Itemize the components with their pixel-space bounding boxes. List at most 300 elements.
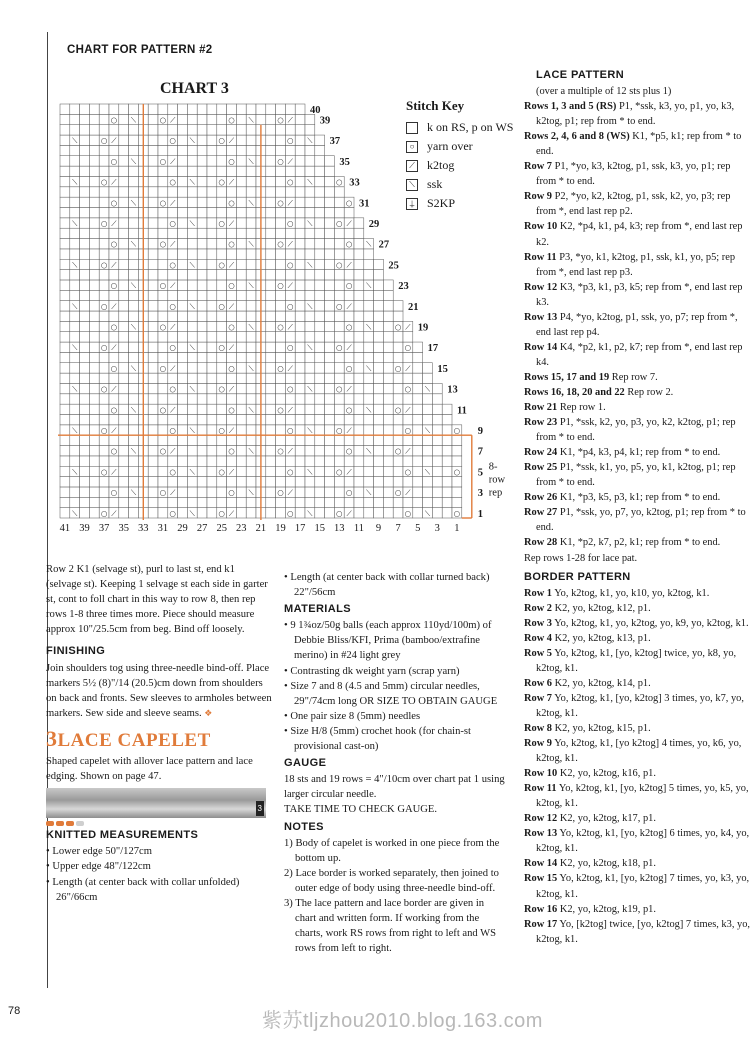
k2tog-icon: ⟋ bbox=[287, 239, 293, 249]
chart-cell bbox=[364, 394, 374, 404]
chart-cell bbox=[80, 125, 90, 135]
chart-cell bbox=[80, 508, 90, 518]
chart-cell bbox=[187, 156, 197, 166]
chart-cell bbox=[89, 477, 99, 487]
ssk-icon: ⟍ bbox=[189, 260, 195, 270]
border-rows bbox=[524, 586, 750, 947]
row-number-label: 25 bbox=[388, 260, 399, 272]
chart-cell bbox=[207, 176, 217, 186]
chart-cell bbox=[89, 497, 99, 507]
chart-cell bbox=[80, 487, 90, 497]
chart-cell bbox=[89, 342, 99, 352]
chart-cell bbox=[168, 352, 178, 362]
k2tog-icon: ⟋ bbox=[228, 384, 235, 394]
chart-cell bbox=[432, 497, 442, 507]
chart-cell bbox=[295, 239, 305, 249]
chart-cell bbox=[236, 311, 246, 321]
chart-cell bbox=[246, 425, 256, 435]
chart-cell bbox=[236, 259, 246, 269]
chart-cell bbox=[246, 394, 256, 404]
chart-cell bbox=[178, 466, 188, 476]
k2tog-icon: ⟋ bbox=[287, 198, 293, 208]
chart-cell bbox=[285, 497, 295, 507]
chart-cell bbox=[80, 156, 90, 166]
instruction-row: Row 9 P2, *yo, k2, k2tog, p1, ssk, k2, yo, p3; rep from *, end last rep p2. bbox=[524, 191, 731, 218]
instruction-row: Row 10 K2, yo, k2tog, k16, p1. bbox=[524, 768, 656, 780]
chart-cell bbox=[207, 280, 217, 290]
ssk-icon: ⟍ bbox=[130, 281, 137, 291]
ssk-icon: ⟍ bbox=[189, 467, 195, 477]
material-item: • 9 1¾oz/50g balls (each approx 110yd/100m) of Debbie Bliss/KFI, Prima (bamboo/extrafine merino) in #24 light grey bbox=[284, 620, 492, 662]
chart-cell bbox=[393, 497, 403, 507]
chart-cell bbox=[285, 145, 295, 155]
chart-cell bbox=[305, 321, 315, 331]
column-number-label: 27 bbox=[196, 523, 208, 534]
chart-cell bbox=[158, 145, 168, 155]
chart-cell bbox=[305, 290, 315, 300]
chart-cell bbox=[217, 270, 227, 280]
chart-cell bbox=[168, 208, 178, 218]
chart-cell bbox=[197, 508, 207, 518]
row-number-label: 39 bbox=[319, 115, 331, 127]
chart-cell bbox=[89, 290, 99, 300]
chart-cell bbox=[60, 290, 70, 300]
chart-cell bbox=[99, 487, 109, 497]
chart-cell bbox=[325, 301, 335, 311]
k2tog-icon: ⟋ bbox=[287, 281, 293, 291]
chart-cell bbox=[295, 187, 305, 197]
chart-cell bbox=[89, 218, 99, 228]
yarn-over-icon: ○ bbox=[169, 384, 176, 394]
chart-cell bbox=[276, 135, 286, 145]
chart-cell bbox=[178, 321, 188, 331]
chart-cell bbox=[207, 456, 217, 466]
chart-cell bbox=[178, 145, 188, 155]
chart-cell bbox=[148, 394, 158, 404]
chart-cell bbox=[383, 352, 393, 362]
chart-cell bbox=[364, 352, 374, 362]
chart-cell bbox=[60, 435, 70, 445]
k2tog-icon: ⟋ bbox=[228, 136, 235, 146]
lace-pattern-heading: LACE PATTERN bbox=[536, 69, 625, 81]
k2tog-icon: ⟋ bbox=[346, 219, 352, 228]
chart-cell bbox=[364, 301, 374, 311]
chart-cell bbox=[80, 497, 90, 507]
k2tog-icon: ⟋ bbox=[287, 156, 293, 166]
chart-cell bbox=[99, 187, 109, 197]
chart-cell bbox=[187, 321, 197, 331]
yarn-over-icon: ○ bbox=[345, 198, 353, 208]
chart-cell bbox=[129, 373, 139, 383]
chart-cell bbox=[60, 104, 70, 114]
ssk-icon: ⟍ bbox=[72, 343, 78, 353]
chart-cell bbox=[60, 249, 70, 259]
chart-cell bbox=[354, 301, 364, 311]
chart-cell bbox=[80, 228, 90, 238]
chart-cell bbox=[266, 497, 276, 507]
chart-cell bbox=[187, 208, 197, 218]
chart-cell bbox=[158, 135, 168, 145]
chart-cell bbox=[197, 394, 207, 404]
chart-cell bbox=[325, 383, 335, 393]
chart-cell bbox=[148, 145, 158, 155]
chart-cell bbox=[383, 435, 393, 445]
chart-cell bbox=[119, 125, 129, 135]
chart-cell bbox=[305, 166, 315, 176]
chart-cell bbox=[432, 508, 442, 518]
chart-cell bbox=[393, 373, 403, 383]
chart-cell bbox=[295, 456, 305, 466]
chart-cell bbox=[315, 456, 325, 466]
chart-cell bbox=[148, 197, 158, 207]
chart-cell bbox=[266, 197, 276, 207]
chart-cell bbox=[374, 446, 384, 456]
chart-cell bbox=[89, 363, 99, 373]
instruction-row: Row 3 Yo, k2tog, k1, yo, k2tog, yo, k9, yo, k2tog, k1. bbox=[524, 617, 749, 629]
chart-cell bbox=[246, 415, 256, 425]
chart-cell bbox=[197, 456, 207, 466]
chart-cell bbox=[207, 301, 217, 311]
chart-cell bbox=[99, 290, 109, 300]
chart-cell bbox=[285, 394, 295, 404]
chart-cell bbox=[315, 208, 325, 218]
chart-cell bbox=[217, 497, 227, 507]
chart-cell bbox=[266, 363, 276, 373]
yarn-over-icon: ○ bbox=[277, 156, 284, 166]
chart-cell bbox=[383, 456, 393, 466]
yarn-over-icon: ○ bbox=[228, 115, 235, 125]
chart-cell bbox=[227, 435, 237, 445]
chart-cell bbox=[197, 228, 207, 238]
chart-cell bbox=[285, 435, 295, 445]
chart-cell bbox=[178, 125, 188, 135]
instruction-row: Rows 15, 17 and 19 Rep row 7. bbox=[524, 371, 658, 383]
chart-cell bbox=[158, 311, 168, 321]
chart-cell bbox=[70, 290, 80, 300]
chart-cell bbox=[236, 145, 246, 155]
chart-cell bbox=[266, 435, 276, 445]
chart-cell bbox=[148, 218, 158, 228]
chart-cell bbox=[325, 352, 335, 362]
chart-cell bbox=[276, 508, 286, 518]
chart-cell bbox=[305, 228, 315, 238]
k2tog-icon: ⟋ bbox=[405, 405, 411, 415]
chart-cell bbox=[148, 259, 158, 269]
chart-cell bbox=[236, 363, 246, 373]
chart-cell bbox=[109, 415, 119, 425]
chart-cell bbox=[276, 425, 286, 435]
chart-cell bbox=[325, 497, 335, 507]
row-number-label: 3 bbox=[477, 488, 484, 500]
chart-cell bbox=[70, 187, 80, 197]
chart-cell bbox=[109, 125, 119, 135]
chart-cell bbox=[60, 352, 70, 362]
chart-cell bbox=[236, 466, 246, 476]
k2tog-icon: ⟋ bbox=[346, 508, 352, 518]
chart-cell bbox=[158, 415, 168, 425]
ssk-icon: ⟍ bbox=[424, 426, 431, 435]
yarn-over-icon: ○ bbox=[345, 405, 353, 415]
chart-cell bbox=[305, 332, 315, 342]
instruction-row: Rows 2, 4, 6 and 8 (WS) K1, *p5, k1; rep from * to end. bbox=[524, 131, 742, 158]
chart-cell bbox=[266, 342, 276, 352]
chart-cell bbox=[89, 270, 99, 280]
chart-cell bbox=[266, 321, 276, 331]
chart-cell bbox=[158, 208, 168, 218]
chart-cell bbox=[354, 259, 364, 269]
chart-cell bbox=[99, 104, 109, 114]
chart-cell bbox=[334, 363, 344, 373]
chart-cell bbox=[246, 166, 256, 176]
chart-cell bbox=[197, 290, 207, 300]
yarn-over-icon: ○ bbox=[218, 343, 225, 353]
yarn-over-icon: ○ bbox=[336, 177, 343, 187]
chart-cell bbox=[452, 456, 462, 466]
chart-cell bbox=[236, 487, 246, 497]
chart-cell bbox=[217, 145, 227, 155]
chart-cell bbox=[148, 301, 158, 311]
chart-cell bbox=[109, 208, 119, 218]
chart-cell bbox=[374, 290, 384, 300]
chart-cell bbox=[403, 352, 413, 362]
chart-cell bbox=[89, 187, 99, 197]
chart-cell bbox=[305, 373, 315, 383]
chart-cell bbox=[197, 270, 207, 280]
chart-cell bbox=[266, 415, 276, 425]
chart-cell bbox=[129, 477, 139, 487]
yarn-over-icon: ○ bbox=[287, 219, 294, 228]
chart-cell bbox=[315, 156, 325, 166]
chart-cell bbox=[158, 435, 168, 445]
border-pattern-heading: BORDER PATTERN bbox=[524, 570, 631, 583]
chart-cell bbox=[99, 145, 109, 155]
chart-cell bbox=[168, 311, 178, 321]
chart-cell bbox=[325, 270, 335, 280]
chart-cell bbox=[344, 373, 354, 383]
chart-cell bbox=[99, 352, 109, 362]
chart-cell bbox=[80, 259, 90, 269]
chart-cell bbox=[236, 166, 246, 176]
measurement-item: • Upper edge 48"/122cm bbox=[46, 861, 151, 873]
chart-cell bbox=[119, 477, 129, 487]
yarn-over-icon: ○ bbox=[100, 426, 108, 435]
yarn-over-icon: ○ bbox=[287, 508, 294, 518]
chart-cell bbox=[285, 104, 295, 114]
chart-cell bbox=[158, 352, 168, 362]
chart-cell bbox=[207, 311, 217, 321]
chart-cell bbox=[119, 425, 129, 435]
chart-cell bbox=[109, 249, 119, 259]
k2tog-icon: ⟋ bbox=[170, 322, 176, 332]
ssk-icon: ⟍ bbox=[130, 488, 137, 498]
chart-cell bbox=[217, 321, 227, 331]
chart-cell bbox=[236, 135, 246, 145]
chart-cell bbox=[236, 218, 246, 228]
chart-cell bbox=[197, 145, 207, 155]
chart-cell bbox=[119, 415, 129, 425]
chart-cell bbox=[432, 477, 442, 487]
row-number-label: 9 bbox=[477, 426, 484, 438]
chart-cell bbox=[334, 249, 344, 259]
chart-cell bbox=[315, 446, 325, 456]
chart-cell bbox=[383, 342, 393, 352]
chart-cell bbox=[334, 311, 344, 321]
chart-cell bbox=[148, 208, 158, 218]
chart-cell bbox=[315, 197, 325, 207]
chart-cell bbox=[178, 208, 188, 218]
key-row-ssk bbox=[406, 175, 513, 194]
k2tog-icon: ⟋ bbox=[346, 426, 352, 435]
chart-cell bbox=[413, 373, 423, 383]
chart-cell bbox=[374, 425, 384, 435]
yarn-over-icon: ○ bbox=[110, 405, 118, 415]
chart-cell bbox=[285, 373, 295, 383]
chart-cell bbox=[119, 301, 129, 311]
chart-cell bbox=[423, 363, 433, 373]
chart-cell bbox=[109, 166, 119, 176]
ssk-icon: ⟍ bbox=[72, 301, 78, 311]
row-number-label: 29 bbox=[368, 219, 380, 231]
chart-cell bbox=[432, 466, 442, 476]
yarn-over-icon: ○ bbox=[404, 508, 412, 518]
chart-cell bbox=[187, 290, 197, 300]
chart-cell bbox=[246, 342, 256, 352]
chart-cell bbox=[89, 383, 99, 393]
chart-cell bbox=[344, 415, 354, 425]
yarn-over-icon: ○ bbox=[169, 508, 176, 518]
chart-cell bbox=[70, 166, 80, 176]
chart-cell bbox=[413, 425, 423, 435]
chart-cell bbox=[364, 435, 374, 445]
chart-cell bbox=[129, 383, 139, 393]
chart-cell bbox=[227, 270, 237, 280]
chart-cell bbox=[305, 352, 315, 362]
chart-cell bbox=[393, 394, 403, 404]
chart-cell bbox=[325, 415, 335, 425]
chart-cell bbox=[295, 228, 305, 238]
chart-cell bbox=[129, 228, 139, 238]
ssk-icon: ⟍ bbox=[248, 405, 254, 415]
row-number-label: 37 bbox=[329, 136, 341, 148]
chart-cell bbox=[70, 114, 80, 124]
chart-cell bbox=[80, 270, 90, 280]
chart-cell bbox=[305, 415, 315, 425]
chart-cell bbox=[393, 508, 403, 518]
column-number-label: 7 bbox=[395, 523, 401, 534]
chart-cell bbox=[325, 290, 335, 300]
k2tog-icon: ⟋ bbox=[287, 405, 293, 415]
ssk-icon: ⟍ bbox=[307, 177, 313, 187]
chart-cell bbox=[217, 114, 227, 124]
chart-cell bbox=[413, 342, 423, 352]
chart-cell bbox=[217, 394, 227, 404]
chart-cell bbox=[325, 425, 335, 435]
chart-cell bbox=[325, 166, 335, 176]
chart-cell bbox=[383, 425, 393, 435]
chart-cell bbox=[207, 415, 217, 425]
chart-cell bbox=[178, 477, 188, 487]
chart-cell bbox=[266, 404, 276, 414]
chart-cell bbox=[285, 228, 295, 238]
k2tog-icon: ⟋ bbox=[405, 363, 411, 373]
chart-cell bbox=[158, 187, 168, 197]
chart-cell bbox=[109, 352, 119, 362]
chart-cell bbox=[178, 104, 188, 114]
chart-cell bbox=[315, 145, 325, 155]
chart-cell bbox=[109, 435, 119, 445]
chart-cell bbox=[197, 435, 207, 445]
key-row-s2kp bbox=[406, 194, 513, 213]
chart-cell bbox=[119, 435, 129, 445]
chart-cell bbox=[89, 321, 99, 331]
chart-cell bbox=[119, 321, 129, 331]
chart-cell bbox=[187, 270, 197, 280]
chart-cell bbox=[227, 145, 237, 155]
chart-cell bbox=[374, 383, 384, 393]
yarn-over-icon: ○ bbox=[336, 508, 343, 518]
chart-cell bbox=[285, 332, 295, 342]
chart-cell bbox=[266, 301, 276, 311]
chart-cell bbox=[393, 456, 403, 466]
chart-cell bbox=[374, 497, 384, 507]
chart-cell bbox=[354, 290, 364, 300]
chart-cell bbox=[187, 228, 197, 238]
chart-cell bbox=[413, 456, 423, 466]
instruction-row: Row 14 K2, yo, k2tog, k18, p1. bbox=[524, 858, 656, 870]
chart-cell bbox=[266, 487, 276, 497]
chart-cell bbox=[334, 373, 344, 383]
instruction-row: Row 27 P1, *ssk, yo, p7, yo, k2tog, p1; rep from * to end. bbox=[524, 507, 746, 534]
chart-cell bbox=[266, 425, 276, 435]
chart-cell bbox=[197, 497, 207, 507]
chart-cell bbox=[197, 104, 207, 114]
chart-cell bbox=[413, 394, 423, 404]
chart-cell bbox=[256, 104, 266, 114]
instruction-row: Rep rows 1-28 for lace pat. bbox=[524, 552, 638, 564]
chart-cell bbox=[70, 208, 80, 218]
ssk-icon: ⟍ bbox=[424, 384, 431, 394]
k2tog-icon: ⟋ bbox=[228, 467, 235, 477]
note-item: 3) The lace pattern and lace border are given in chart and written form. If working from the charts, work RS rows from right to left and WS rows from left to right. bbox=[284, 897, 497, 955]
chart-cell bbox=[295, 259, 305, 269]
chart-cell bbox=[246, 435, 256, 445]
yarn-over-icon: ○ bbox=[218, 219, 225, 228]
yarn-over-icon: ○ bbox=[277, 446, 284, 456]
yarn-over-icon: ○ bbox=[110, 239, 118, 249]
instruction-row: Row 21 Rep row 1. bbox=[524, 402, 606, 414]
instruction-row: Row 13 Yo, k2tog, k1, [yo, k2tog] 6 times, yo, k4, yo, k2tog, k1. bbox=[524, 828, 750, 855]
chart-cell bbox=[197, 373, 207, 383]
chart-cell bbox=[295, 508, 305, 518]
chart-cell bbox=[354, 311, 364, 321]
chart-cell bbox=[148, 497, 158, 507]
chart-cell bbox=[217, 197, 227, 207]
chart-cell bbox=[236, 290, 246, 300]
chart-cell bbox=[452, 497, 462, 507]
chart-cell bbox=[217, 228, 227, 238]
k2tog-icon: ⟋ bbox=[170, 446, 176, 456]
chart-cell bbox=[207, 197, 217, 207]
chart-cell bbox=[99, 373, 109, 383]
yarn-over-icon: ○ bbox=[228, 405, 235, 415]
chart-cell bbox=[236, 176, 246, 186]
chart-cell bbox=[119, 166, 129, 176]
row2-paragraph: Row 2 K1 (selvage st), purl to last st, end k1 (selvage st). Keeping 1 selvage st each side in garter st, cont to foll chart in this way to row 8, then rep rows 1-8 three times more. Piece should measure approx 10"/25.5cm from beg. Bind off loosely. bbox=[46, 564, 268, 636]
chart-cell bbox=[99, 249, 109, 259]
yarn-over-icon: ○ bbox=[159, 198, 167, 208]
chart-cell bbox=[60, 280, 70, 290]
chart-cell bbox=[80, 176, 90, 186]
